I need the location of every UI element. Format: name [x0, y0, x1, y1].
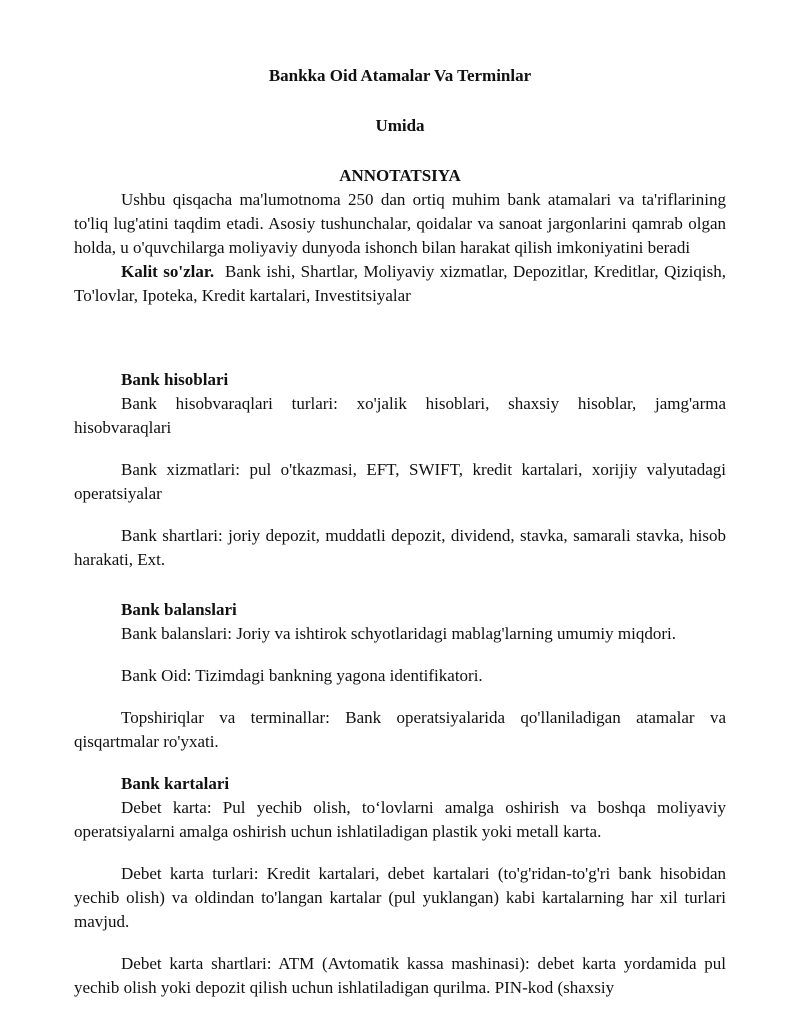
- paragraph: Bank hisobvaraqlari turlari: xo'jalik hisoblari, shaxsiy hisoblar, jamg'arma hisobvaraqlari: [74, 394, 726, 437]
- paragraph: Bank Oid: Tizimdagi bankning yagona identifikatori.: [121, 666, 483, 685]
- section-heading-bank-hisoblari: Bank hisoblari: [121, 370, 229, 389]
- keywords-text: Bank ishi, Shartlar, Moliyaviy xizmatlar, Depozitlar, Kreditlar, Qiziqish, To'lovlar, Ipoteka, Kredit kartalari, Investitsiyalar: [74, 262, 726, 305]
- document-title: Bankka Oid Atamalar Va Terminlar: [268, 66, 532, 85]
- document-page: [74, 64, 726, 1000]
- paragraph: Debet karta: Pul yechib olish, to‘lovlarni amalga oshirish va boshqa moliyaviy operatsiyalarni amalga oshirish uchun ishlatiladigan plastik yoki metall karta.: [74, 798, 726, 841]
- annotation-heading: ANNOTATSIYA: [339, 166, 461, 185]
- keywords-label: Kalit so'zlar.: [121, 262, 215, 281]
- paragraph: Bank balanslari: Joriy va ishtirok schyotlaridagi mablag'larning umumiy miqdori.: [121, 624, 676, 643]
- section-heading-bank-balanslari: Bank balanslari: [121, 600, 237, 619]
- keywords-paragraph: [74, 260, 726, 308]
- annotation-paragraph: Ushbu qisqacha ma'lumotnoma 250 dan ortiq muhim bank atamalari va ta'riflarining to'liq lug'atini taqdim etadi. Asosiy tushunchalar, qoidalar va sanoat jargonlarini qamrab olgan holda, u o'quvchilarga moliyaviy dunyoda ishonch bilan harakat qilish imkoniyatini beradi: [74, 190, 726, 257]
- document-author: Umida: [375, 116, 425, 135]
- paragraph: Debet karta shartlari: ATM (Avtomatik kassa mashinasi): debet karta yordamida pul yechib olish yoki depozit qilish uchun ishlatiladigan qurilma. PIN-kod (shaxsiy: [74, 954, 726, 997]
- section-heading-bank-kartalari: Bank kartalari: [121, 774, 230, 793]
- paragraph: Topshiriqlar va terminallar: Bank operatsiyalarida qo'llaniladigan atamalar va qisqartmalar ro'yxati.: [74, 708, 726, 751]
- paragraph: Bank shartlari: joriy depozit, muddatli depozit, dividend, stavka, samarali stavka, hisob harakati, Ext.: [74, 526, 726, 569]
- paragraph: Bank xizmatlari: pul o'tkazmasi, EFT, SWIFT, kredit kartalari, xorijiy valyutadagi operatsiyalar: [74, 460, 726, 503]
- paragraph: Debet karta turlari: Kredit kartalari, debet kartalari (to'g'ridan-to'g'ri bank hisobidan yechib olish) va oldindan to'langan kartalar (pul yuklangan) kabi kartalarning har xil turlari mavjud.: [74, 864, 726, 931]
